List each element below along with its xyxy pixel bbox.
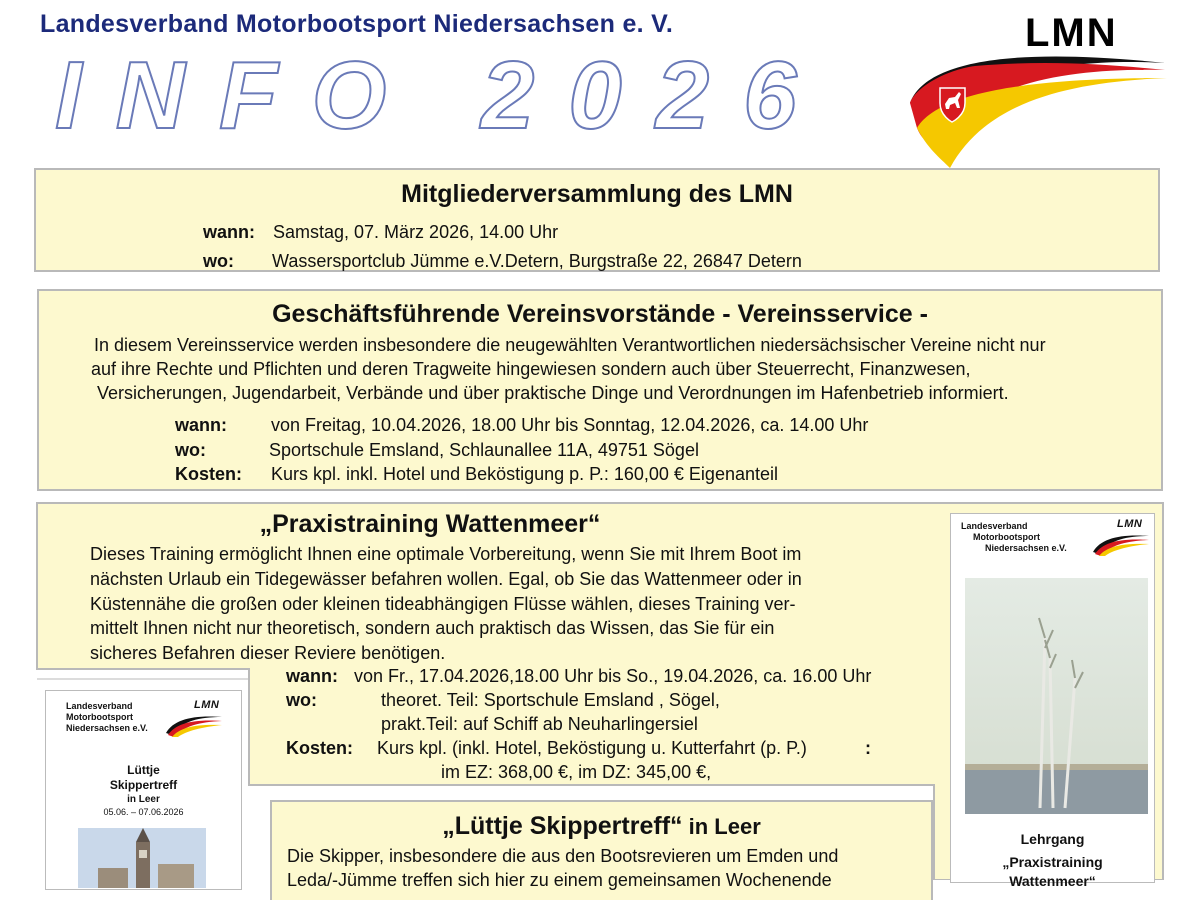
brochure-skippertreff [45, 690, 242, 890]
section-paragraph-line: mittelt Ihnen nicht nur theoretisch, sondern auch praktisch das Wissen, das Sie für ein [90, 618, 775, 638]
section-paragraph-line: Leda/-Jümme treffen sich hier zu einem gemeinsamen Wochenende [287, 870, 832, 890]
brochure-photo-birch-trees [965, 578, 1148, 814]
brochure-caption-line: „Praxistraining [1002, 854, 1103, 870]
brochure-org-line: Motorbootsport [66, 712, 133, 722]
brochure-title-line: in Leer [127, 794, 160, 805]
when-label: wann: [203, 222, 255, 242]
where-label: wo: [203, 251, 234, 271]
section-paragraph-line: nächsten Urlaub ein Tidegewässer befahren wollen. Egal, ob Sie das Wattenmeer oder in [90, 569, 802, 589]
where-value: Sportschule Emsland, Schlaunallee 11A, 49751 Sögel [269, 440, 699, 460]
where-theory: theoret. Teil: Sportschule Emsland , Sögel, [381, 690, 720, 710]
organization-name: Landesverband Motorbootsport Niedersachsen e. V. [40, 10, 674, 38]
section-title: „Praxistraining Wattenmeer“ [259, 510, 601, 538]
brochure-title-line: Lüttje [127, 763, 160, 777]
logo-text: LMN [1025, 11, 1118, 55]
brochure-wattenmeer [950, 513, 1155, 889]
brochure-org-line: Landesverband [961, 521, 1028, 531]
lmn-logo [905, 8, 1170, 168]
brochure-flag-logo [1091, 530, 1151, 556]
when-value: von Freitag, 10.04.2026, 18.00 Uhr bis Sonntag, 12.04.2026, ca. 14.00 Uhr [271, 415, 869, 435]
brochure-flag-logo [164, 711, 224, 737]
brochure-logo-text: LMN [1117, 518, 1143, 530]
brochure-caption-line: Lehrgang [1020, 831, 1085, 847]
section-paragraph-line: sicheres Befahren dieser Reviere benötigen. [90, 643, 446, 663]
brochure-title-line: Skippertreff [109, 778, 178, 792]
brochure-org-line: Landesverband [66, 701, 133, 711]
section-paragraph-line: Die Skipper, insbesondere die aus den Bootsrevieren um Emden und [287, 846, 839, 866]
when-label: wann: [286, 666, 338, 686]
when-value: Samstag, 07. März 2026, 14.00 Uhr [273, 222, 559, 242]
section-paragraph-line: auf ihre Rechte und Pflichten und deren Tragweite hingewiesen sondern auch über Steuerrecht, Finanzwesen, [91, 359, 971, 379]
brochure-caption-line: Wattenmeer“ [1009, 873, 1096, 889]
section-paragraph-line: In diesem Vereinsservice werden insbesondere die neugewählten Verantwortlichen niedersächsischer Vereine nicht nur [94, 335, 1046, 355]
section-paragraph-line: Küstennähe die großen oder kleinen tideabhängigen Flüsse wählen, dieses Training ver- [90, 594, 796, 614]
section-membership-meeting [34, 168, 1160, 272]
where-practice: prakt.Teil: auf Schiff ab Neuharlingersiel [381, 714, 698, 734]
brochure-dates: 05.06. – 07.06.2026 [103, 807, 184, 817]
brochure-org-line: Niedersachsen e.V. [66, 723, 148, 733]
when-value: von Fr., 17.04.2026,18.00 Uhr bis So., 19.04.2026, ca. 16.00 Uhr [354, 666, 872, 686]
where-label: wo: [175, 440, 206, 460]
brochure-photo-town-hall [78, 828, 206, 888]
info-2026-title: INFO 2026 [55, 42, 831, 149]
cost-value: Kurs kpl. (inkl. Hotel, Beköstigung u. Kutterfahrt (p. P.) [377, 738, 807, 758]
when-label: wann: [175, 415, 227, 435]
section-title-suffix: in Leer [682, 814, 761, 839]
cost-value: Kurs kpl. inkl. Hotel und Beköstigung p. P.: 160,00 € Eigenanteil [271, 464, 778, 484]
where-label: wo: [286, 690, 317, 710]
cost-label: Kosten: [175, 464, 242, 484]
section-title: Mitgliederversammlung des LMN [401, 180, 793, 208]
section-paragraph-line: Dieses Training ermöglicht Ihnen eine optimale Vorbereitung, wenn Sie mit Ihrem Boot im [90, 544, 802, 564]
where-value: Wassersportclub Jümme e.V.Detern, Burgstraße 22, 26847 Detern [272, 251, 802, 271]
section-title: „Lüttje Skippertreff“ [442, 812, 683, 840]
cost-prices: im EZ: 368,00 €, im DZ: 345,00 €, [441, 762, 712, 782]
cost-colon: : [865, 738, 871, 758]
brochure-org-line: Niedersachsen e.V. [985, 543, 1067, 553]
brochure-logo-text: LMN [194, 699, 220, 711]
brochure-org-line: Motorbootsport [973, 532, 1040, 542]
section-club-service [37, 289, 1163, 491]
section-paragraph-line: Versicherungen, Jugendarbeit, Verbände und über praktische Dinge und Verordnungen im Hafenbetrieb informiert. [97, 383, 1009, 403]
section-title: Geschäftsführende Vereinsvorstände - Vereinsservice - [272, 300, 928, 328]
section-skippertreff [270, 800, 933, 900]
cost-label: Kosten: [286, 738, 353, 758]
